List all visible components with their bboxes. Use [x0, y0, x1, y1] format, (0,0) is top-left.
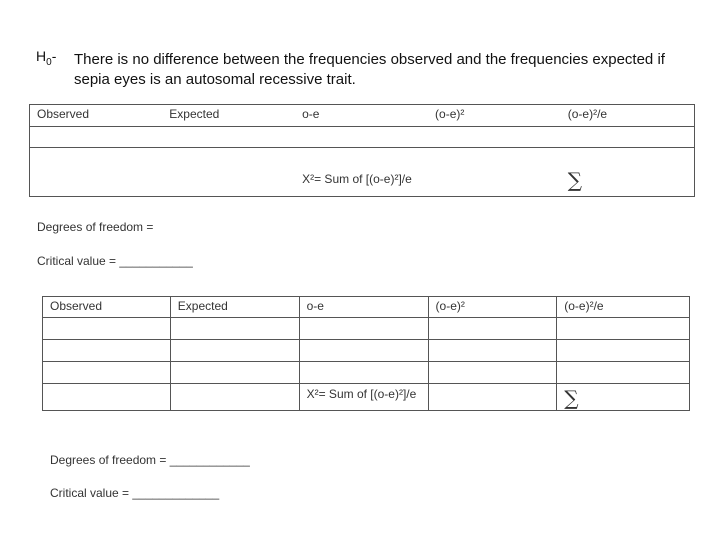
table-cell[interactable]	[170, 362, 299, 384]
hypothesis-label	[36, 48, 56, 68]
hypothesis-label-main: H	[36, 48, 47, 64]
table-row	[43, 318, 690, 340]
table-row	[43, 340, 690, 362]
chi-square-formula: X²= Sum of [(o-e)²]/e	[302, 172, 412, 186]
table-cell[interactable]	[428, 362, 557, 384]
table-cell[interactable]	[162, 127, 295, 148]
header-o-minus-e: o-e	[299, 297, 428, 318]
table-cell[interactable]	[43, 362, 171, 384]
header-o-minus-e: o-e	[295, 105, 428, 127]
header-chi-component: (o-e)²/e	[561, 105, 695, 127]
table-sum-row	[43, 384, 690, 411]
chi-square-table-1	[29, 104, 695, 197]
table-cell[interactable]	[428, 340, 557, 362]
header-expected: Expected	[170, 297, 299, 318]
degrees-of-freedom-2: Degrees of freedom = ____________	[50, 453, 250, 467]
critical-value-1: Critical value = ___________	[37, 254, 193, 268]
table-sigma-cell	[557, 384, 690, 411]
sigma-symbol: ∑	[564, 386, 579, 410]
table-cell[interactable]	[170, 318, 299, 340]
table-cell[interactable]	[428, 384, 557, 411]
table-cell[interactable]	[295, 127, 428, 148]
table-cell[interactable]	[557, 318, 690, 340]
table-cell[interactable]	[43, 318, 171, 340]
table-cell[interactable]	[557, 362, 690, 384]
table-cell[interactable]	[428, 148, 561, 197]
table-cell[interactable]	[299, 362, 428, 384]
chi-square-formula: X²= Sum of [(o-e)²]/e	[306, 387, 417, 401]
hypothesis-text: There is no difference between the frequencies observed and the frequencies expected if sepia eyes is an autosomal recessive trait.	[74, 51, 665, 88]
hypothesis-label-sub: 0	[46, 56, 52, 68]
table-cell[interactable]	[170, 340, 299, 362]
table-cell[interactable]	[43, 340, 171, 362]
table-formula-cell	[299, 384, 428, 411]
table-cell[interactable]	[299, 340, 428, 362]
header-observed: Observed	[43, 297, 171, 318]
sigma-symbol: ∑	[567, 168, 583, 192]
table-sigma-cell	[561, 148, 695, 197]
header-o-minus-e-squared: (o-e)²	[428, 297, 557, 318]
table-row	[43, 362, 690, 384]
table-sum-row	[30, 148, 695, 197]
table-cell[interactable]	[428, 127, 561, 148]
table-formula-cell	[295, 148, 428, 197]
header-expected: Expected	[162, 105, 295, 127]
table-cell[interactable]	[557, 340, 690, 362]
table-cell[interactable]	[43, 384, 171, 411]
chi-square-table-2	[42, 296, 690, 411]
header-observed: Observed	[30, 105, 163, 127]
critical-value-2: Critical value = _____________	[50, 486, 220, 500]
table-cell[interactable]	[170, 384, 299, 411]
table-cell[interactable]	[561, 127, 695, 148]
degrees-of-freedom-1: Degrees of freedom =	[37, 220, 154, 234]
table-cell[interactable]	[428, 318, 557, 340]
table-cell[interactable]	[30, 127, 163, 148]
header-chi-component: (o-e)²/e	[557, 297, 690, 318]
table-row	[30, 127, 695, 148]
table-cell[interactable]	[162, 148, 295, 197]
table-cell[interactable]	[30, 148, 163, 197]
table-header-row	[43, 297, 690, 318]
hypothesis-label-dash: -	[51, 48, 57, 64]
table-cell[interactable]	[299, 318, 428, 340]
header-o-minus-e-squared: (o-e)²	[428, 105, 561, 127]
table-header-row	[30, 105, 695, 127]
